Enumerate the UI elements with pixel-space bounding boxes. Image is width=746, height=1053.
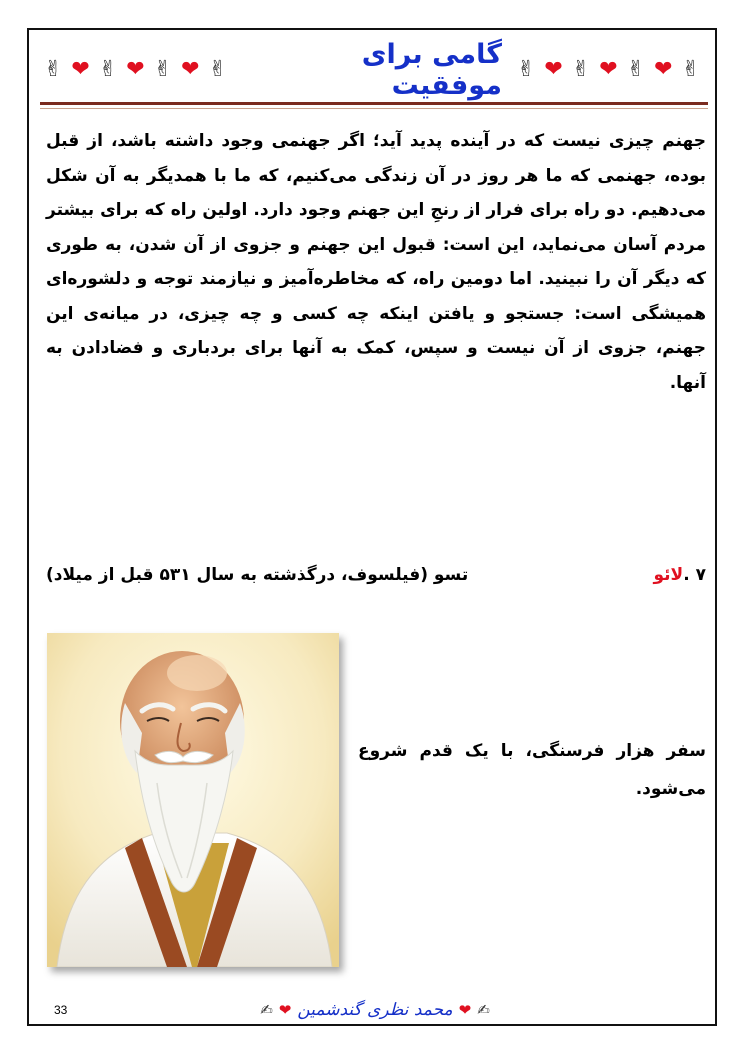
quote-number: ۷ . [683,565,706,585]
quote-heading-lead [654,560,706,590]
victory-hand-icon: ✌ [153,57,173,82]
body-paragraph: جهنم چیزی نیست که در آینده پدید آید؛ اگر جهنمی وجود داشته باشد، از قبل بوده، جهنمی که ما هر روز در آن زندگی می‌کنیم، که ما با همدیگر به آن شکل می‌دهیم. دو راه برای فرار از رنجِ این جهنم وجود دارد. اولین راه که برای بیشتر مردم آسان می‌نماید، این است: قبول این جهنم و جزوی از آن شدن، به طوری که دیگر آن را نبینید. اما دومین راه، که مخاطره‌آمیز و نیازمند توجه و دلشوره‌ای همیشگی است: جستجو و یافتن اینکه چه کسی و چه چیزی، در میانه‌ی این جهنم، جزوی از آن نیست و سپس، کمک به آنها برای بردباری و فضادادن به آنها. [46,131,706,393]
heart-icon: ❤ [599,57,618,82]
page-title: گامی برای موفقیت [361,39,502,101]
heart-icon: ❤ [654,57,673,82]
author-signature: محمد نظری گندشمین [297,1000,453,1020]
victory-hand-icon: ✌ [626,57,646,82]
victory-hand-icon: ✌ [571,57,591,82]
victory-hand-icon: ✌ [516,57,536,82]
heart-icon: ❤ [544,57,563,82]
quote-attribution: تسو (فیلسوف، درگذشته به سال ۵۳۱ قبل از میلاد) [46,565,469,585]
heart-icon: ❤ [278,1000,292,1019]
portrait-image [47,633,339,967]
victory-hand-icon: ✌ [208,57,228,82]
victory-hand-icon: ✌ [43,57,63,82]
footer [250,995,500,1025]
heart-icon: ❤ [181,57,200,82]
philosopher-name: لائو [653,565,684,585]
pen-icon: ✍ [477,1001,490,1019]
heart-icon: ❤ [126,57,145,82]
heart-icon: ❤ [71,57,90,82]
header-divider [40,102,708,109]
page-header [43,39,701,101]
victory-hand-icon: ✌ [681,57,701,82]
lao-tzu-portrait [47,633,339,967]
quote-text: سفر هزار فرسنگی، با یک قدم شروع می‌شود. [358,741,706,799]
quote-heading [46,560,706,590]
heart-icon: ❤ [458,1000,472,1019]
victory-hand-icon: ✌ [98,57,118,82]
page-number: 33 [54,1003,68,1017]
pen-icon: ✍ [260,1001,273,1019]
